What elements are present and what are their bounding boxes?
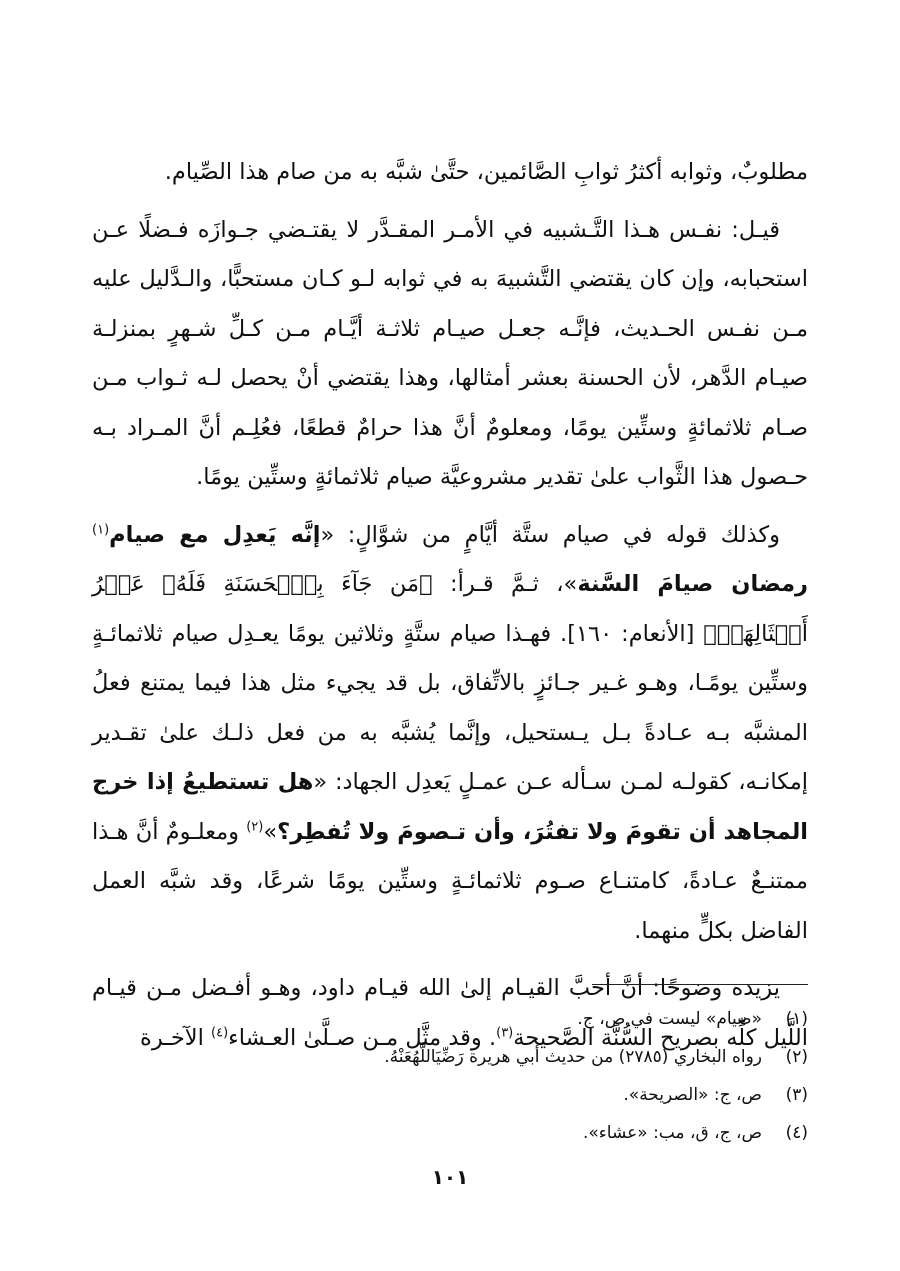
footnotes-list — [92, 1000, 808, 1152]
text-run: ومعلـومٌ أنَّ هـذا ممتنـعٌ عـادةً، كامتنـاع صـوم ثلاثمائـةٍ وستِّين يومًا شرعًا، وقد شبَّه العمل الفاضل بكلٍّ منهما. — [92, 818, 808, 944]
text-run: . وقد مثَّل مـن صـلَّىٰ العـشاء — [228, 1024, 497, 1051]
text-run: » — [263, 818, 278, 845]
hadith-quote: إنَّه يَعدِل مع صيام — [109, 521, 321, 548]
footnote-text: رواه البخاري (٢٧٨٥) من حديث أبي هريرة رَضِّيَاللَّهُعَنْهُ. — [384, 1047, 762, 1067]
footnote-1 — [92, 1000, 808, 1038]
footnote-ref-2: (٢) — [246, 819, 264, 834]
paragraph-1: مطلوبٌ، وثوابه أكثرُ ثوابِ الصَّائمين، حتَّىٰ شبَّه به من صام هذا الصِّيام. — [164, 159, 808, 185]
quran-verse: ﴿مَن جَآءَ بِٱلۡحَسَنَةِ فَلَهُۥ عَشۡرُ أَمۡثَالِهَاۖ﴾ — [92, 571, 808, 647]
footnote-number: (٤) — [785, 1123, 808, 1143]
text-run: الآخـرة — [140, 1024, 211, 1051]
footnote-text: ص، ج، ق، مب: «عشاء». — [582, 1123, 762, 1143]
footnote-ref-1: (١) — [92, 522, 110, 537]
text-run: وكذلك قوله في صيام ستَّة أيَّامٍ من شوَّالٍ: « — [320, 521, 781, 548]
footnote-text: ص، ج: «الصريحة». — [623, 1085, 762, 1105]
page-body — [92, 148, 808, 1063]
hadith-quote: رمضان صيامَ السَّنة — [577, 571, 809, 597]
footnote-number: (١) — [785, 1009, 808, 1029]
footnote-3 — [92, 1076, 808, 1114]
footnote-ref-4: (٤) — [211, 1025, 229, 1040]
footnote-ref-3: (٣) — [496, 1025, 514, 1040]
page-number: ١٠١ — [431, 1165, 469, 1189]
footnote-number: (٣) — [785, 1085, 808, 1105]
hadith-quote: هل تستطيعُ إذا خرج المجاهد أن تقومَ ولا تفتُرَ، وأن تـصومَ ولا تُفطِر؟ — [92, 769, 808, 845]
footnote-2 — [92, 1038, 808, 1076]
paragraph-2: قيـل: نفـس هـذا التَّـشبيه في الأمـر المقـدَّر لا يقتـضي جـوازَه فـضلًا عـن استحبابه، وإن كان يقتضي التَّشبيهَ به في ثوابه لـو كـان مستحبًّا، والـدَّليل عليه مـن نفـس الحـديث، فإنَّـه جعـل صيـام ثلاثـة أيَّـام مـن كـلِّ شـهرٍ بمنزلـة صيـام الدَّهر، لأن الحسنة بعشر أمثالها، وهذا يقتضي أنْ يحصل لـه ثـواب مـن صـام ثلاثمائةٍ وستِّين يومًا، ومعلومٌ أنَّ هذا حرامٌ قطعًا، فعُلِـم أنَّ المـراد بـه حـصول هذا الثَّواب علىٰ تقدير مشروعيَّة صيام ثلاثمائةٍ وستِّين يومًا. — [92, 216, 808, 490]
text-run: »، ثـمَّ قـرأ: — [432, 571, 578, 597]
footnote-divider — [592, 984, 808, 985]
footnote-number: (٢) — [785, 1047, 808, 1067]
paragraph-3 — [92, 511, 808, 957]
footnote-4 — [92, 1114, 808, 1152]
footnote-text: «صيام» ليست في ص، ج. — [577, 1009, 762, 1029]
text-run: [الأنعام: ١٦٠]. فهـذا صيام ستَّةٍ وثلاثين يومًا يعـدِل صيام ثلاثمائـةٍ وستِّين يومًـا، وهـو غـير جـائزٍ بالاتِّفاق، بل قد يجيء مثل هذا فيما يمتنع فعلُ المشبَّه بـه عـادةً بـل يـستحيل، وإنَّما يُشبَّه به من فعل ذلـك علىٰ تقـدير إمكانـه، كقولـه لمـن سـأله عـن عمـلٍ يَعدِل الجهاد: « — [92, 620, 809, 795]
text-run: يزيده وضوحًا: أنَّ أحبَّ القيـام إلىٰ الله قيـام داود، وهـو أفـضل مـن قيـام اللَّيل كلِّه بصريح السُّنَّة الصَّحيحة — [92, 975, 808, 1051]
